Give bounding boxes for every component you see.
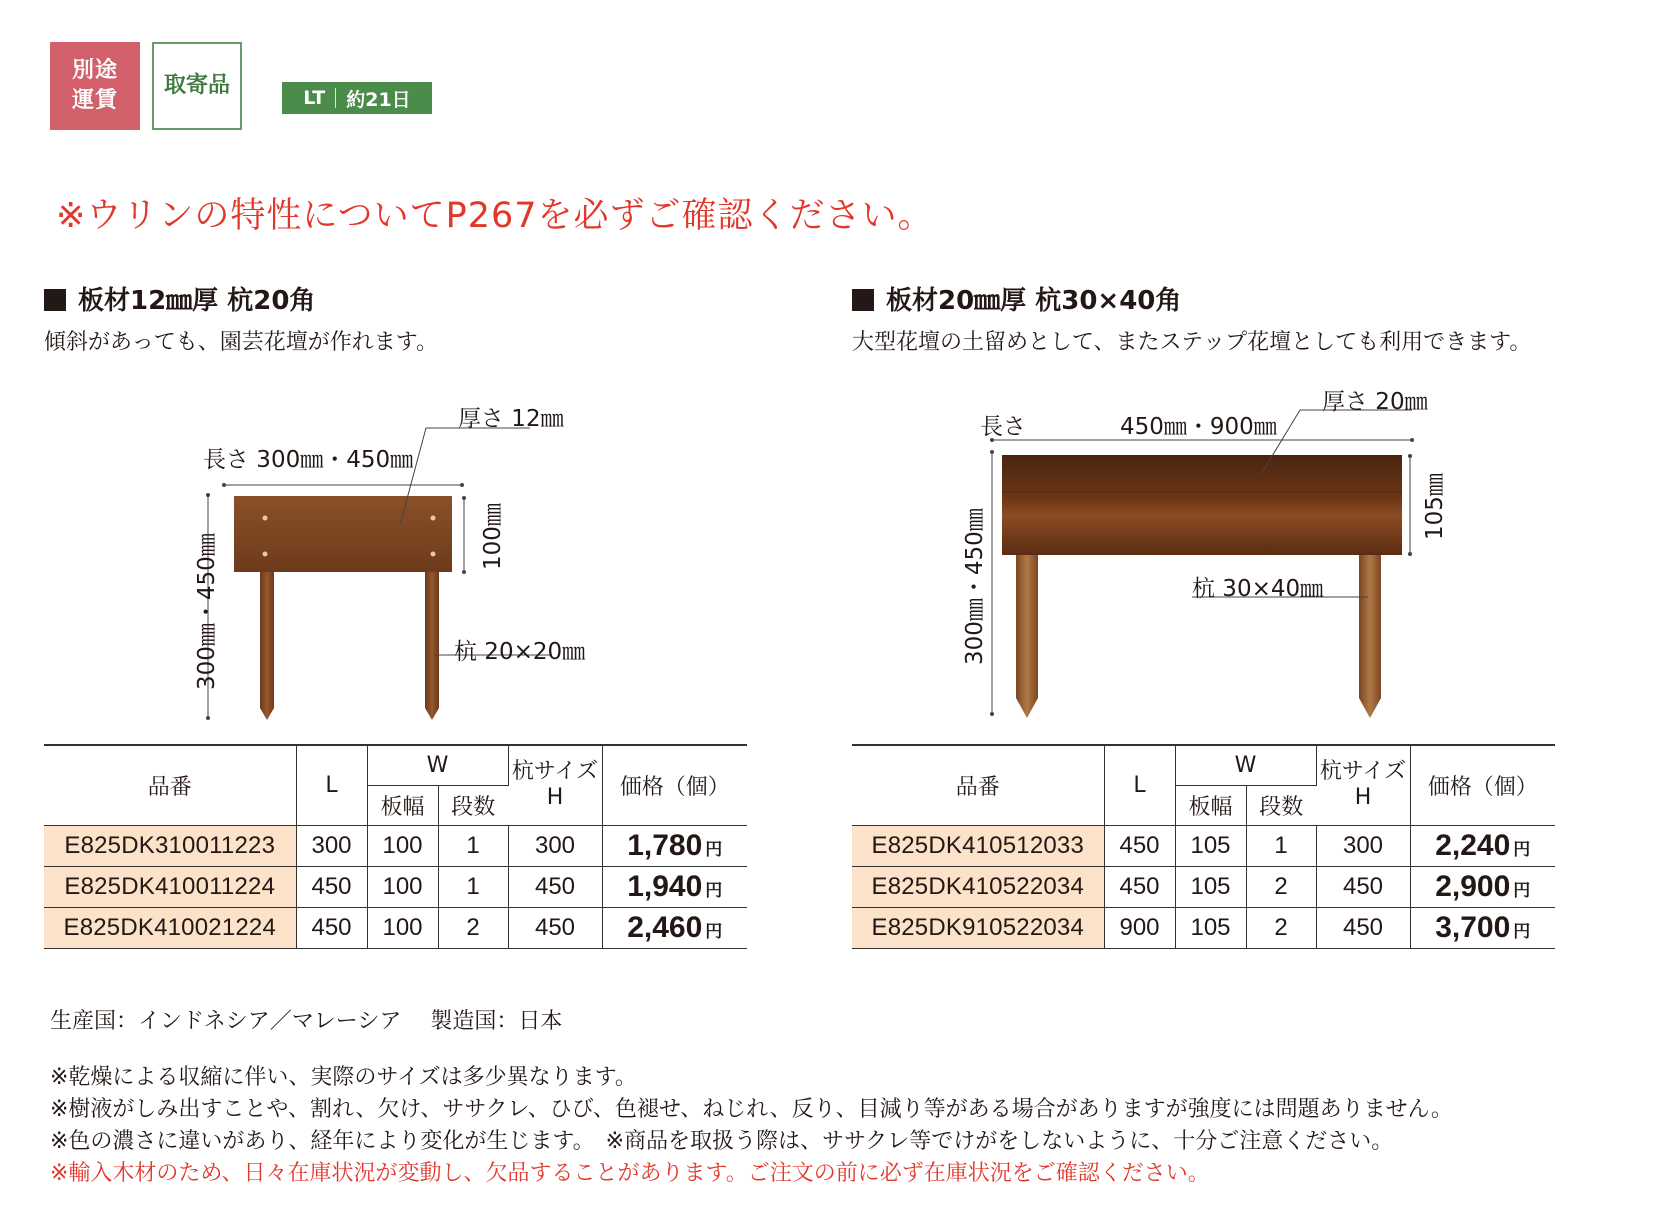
right-board-height-label: 105㎜ <box>1422 473 1448 540</box>
header-stake-size <box>1316 745 1410 825</box>
yen-unit: 円 <box>705 839 723 860</box>
right-thickness-label: 厚さ 20㎜ <box>1322 389 1428 415</box>
right-section-desc: 大型花壇の土留めとして、またステップ花壇としても利用できます。 <box>852 330 1532 355</box>
product-code: E825DK310011223 <box>44 825 296 866</box>
table-row <box>852 825 1555 866</box>
headline-notice: ※ウリンの特性についてP267を必ずご確認ください。 <box>56 196 934 236</box>
table-row <box>852 866 1555 907</box>
left-section-title <box>44 280 315 317</box>
header-w: W <box>367 745 508 785</box>
price-value: 2,460 <box>627 910 703 944</box>
lead-time-label: LT <box>303 87 326 109</box>
height-cell: 450 <box>508 866 602 907</box>
left-section-desc: 傾斜があっても、園芸花壇が作れます。 <box>44 330 439 355</box>
board-width-cell: 105 <box>1175 825 1246 866</box>
order-item-badge: 取寄品 <box>152 42 242 130</box>
right-total-height-label: 300㎜・450㎜ <box>962 508 988 665</box>
yen-unit: 円 <box>705 880 723 901</box>
header-price: 価格（個） <box>602 745 747 825</box>
right-length-label-prefix: 長さ <box>980 414 1026 440</box>
board-width-cell: 100 <box>367 825 438 866</box>
price-value: 2,240 <box>1435 828 1511 862</box>
left-title-text: 板材12㎜厚 杭20角 <box>78 286 316 316</box>
height-cell: 450 <box>1316 866 1410 907</box>
yen-unit: 円 <box>1513 921 1531 942</box>
header-code: 品番 <box>852 745 1104 825</box>
price-cell <box>1410 907 1555 948</box>
lead-time-badge <box>282 82 432 114</box>
table-row <box>44 825 747 866</box>
price-value: 1,780 <box>627 828 703 862</box>
header-tiers: 段数 <box>438 785 508 825</box>
stock-warning: ※輸入木材のため、日々在庫状況が変動し、欠品することがあります。ご注文の前に必ず在庫状況をご確認ください。 <box>50 1161 1210 1186</box>
board-width-cell: 105 <box>1175 866 1246 907</box>
note-shrinkage: ※乾燥による収縮に伴い、実際のサイズは多少異なります。 <box>50 1065 637 1090</box>
yen-unit: 円 <box>705 921 723 942</box>
header-stake-size-text: 杭サイズ <box>511 759 599 785</box>
length-cell: 450 <box>1104 825 1175 866</box>
left-thickness-label: 厚さ 12㎜ <box>458 406 564 432</box>
table-row <box>44 907 747 948</box>
header-price: 価格（個） <box>1410 745 1555 825</box>
header-board-width: 板幅 <box>1175 785 1246 825</box>
height-cell: 450 <box>1316 907 1410 948</box>
header-board-width: 板幅 <box>367 785 438 825</box>
price-cell <box>1410 866 1555 907</box>
product-code: E825DK410021224 <box>44 907 296 948</box>
product-code: E825DK410522034 <box>852 866 1104 907</box>
right-title-text: 板材20㎜厚 杭30×40角 <box>886 286 1182 316</box>
right-length-label: 450㎜・900㎜ <box>1120 414 1277 440</box>
lead-time-divider <box>335 88 336 108</box>
left-stake-label: 杭 20×20㎜ <box>454 639 586 665</box>
note-defects: ※樹液がしみ出すことや、割れ、欠け、ササクレ、ひび、色褪せ、ねじれ、反り、目減り等がある場合がありますが強度には問題ありません。 <box>50 1097 1453 1122</box>
left-board-height-label: 100㎜ <box>480 503 506 570</box>
height-cell: 300 <box>1316 825 1410 866</box>
left-total-height-label: 300㎜・450㎜ <box>194 533 220 690</box>
table-row <box>852 907 1555 948</box>
tiers-cell: 1 <box>438 825 508 866</box>
header-h: H <box>546 785 564 811</box>
length-cell: 450 <box>296 866 367 907</box>
square-bullet-icon <box>44 289 66 311</box>
yen-unit: 円 <box>1513 880 1531 901</box>
right-stake-label: 杭 30×40㎜ <box>1192 576 1324 602</box>
tiers-cell: 1 <box>438 866 508 907</box>
product-code: E825DK410011224 <box>44 866 296 907</box>
length-cell: 300 <box>296 825 367 866</box>
header-w: W <box>1175 745 1316 785</box>
tiers-cell: 2 <box>1246 866 1316 907</box>
tiers-cell: 2 <box>1246 907 1316 948</box>
price-cell <box>602 866 747 907</box>
header-l: L <box>296 745 367 825</box>
left-length-label: 長さ 300㎜・450㎜ <box>203 447 414 473</box>
price-value: 1,940 <box>627 869 703 903</box>
length-cell: 450 <box>1104 866 1175 907</box>
price-value: 2,900 <box>1435 869 1511 903</box>
price-cell <box>1410 825 1555 866</box>
header-tiers: 段数 <box>1246 785 1316 825</box>
origin-text: 生産国：インドネシア／マレーシア 製造国：日本 <box>50 1009 563 1034</box>
left-spec-table <box>44 744 747 949</box>
height-cell: 300 <box>508 825 602 866</box>
header-l: L <box>1104 745 1175 825</box>
length-cell: 900 <box>1104 907 1175 948</box>
board-width-cell: 100 <box>367 866 438 907</box>
separate-shipping-badge: 別途 運賃 <box>50 42 140 130</box>
price-cell <box>602 825 747 866</box>
product-code: E825DK410512033 <box>852 825 1104 866</box>
length-cell: 450 <box>296 907 367 948</box>
board-width-cell: 100 <box>367 907 438 948</box>
right-section-title <box>852 280 1181 317</box>
note-color: ※色の濃さに違いがあり、経年により変化が生じます。 ※商品を取扱う際は、ササクレ等でけがをしないように、十分ご注意ください。 <box>50 1129 1394 1154</box>
header-code: 品番 <box>44 745 296 825</box>
height-cell: 450 <box>508 907 602 948</box>
lead-time-value: 約21日 <box>346 88 411 111</box>
header-stake-size-text: 杭サイズ <box>1319 759 1407 785</box>
header-h: H <box>1354 785 1372 811</box>
board-width-cell: 105 <box>1175 907 1246 948</box>
header-stake-size <box>508 745 602 825</box>
right-spec-table <box>852 744 1555 949</box>
square-bullet-icon <box>852 289 874 311</box>
table-row <box>44 866 747 907</box>
tiers-cell: 1 <box>1246 825 1316 866</box>
price-value: 3,700 <box>1435 910 1511 944</box>
price-cell <box>602 907 747 948</box>
tiers-cell: 2 <box>438 907 508 948</box>
product-code: E825DK910522034 <box>852 907 1104 948</box>
yen-unit: 円 <box>1513 839 1531 860</box>
